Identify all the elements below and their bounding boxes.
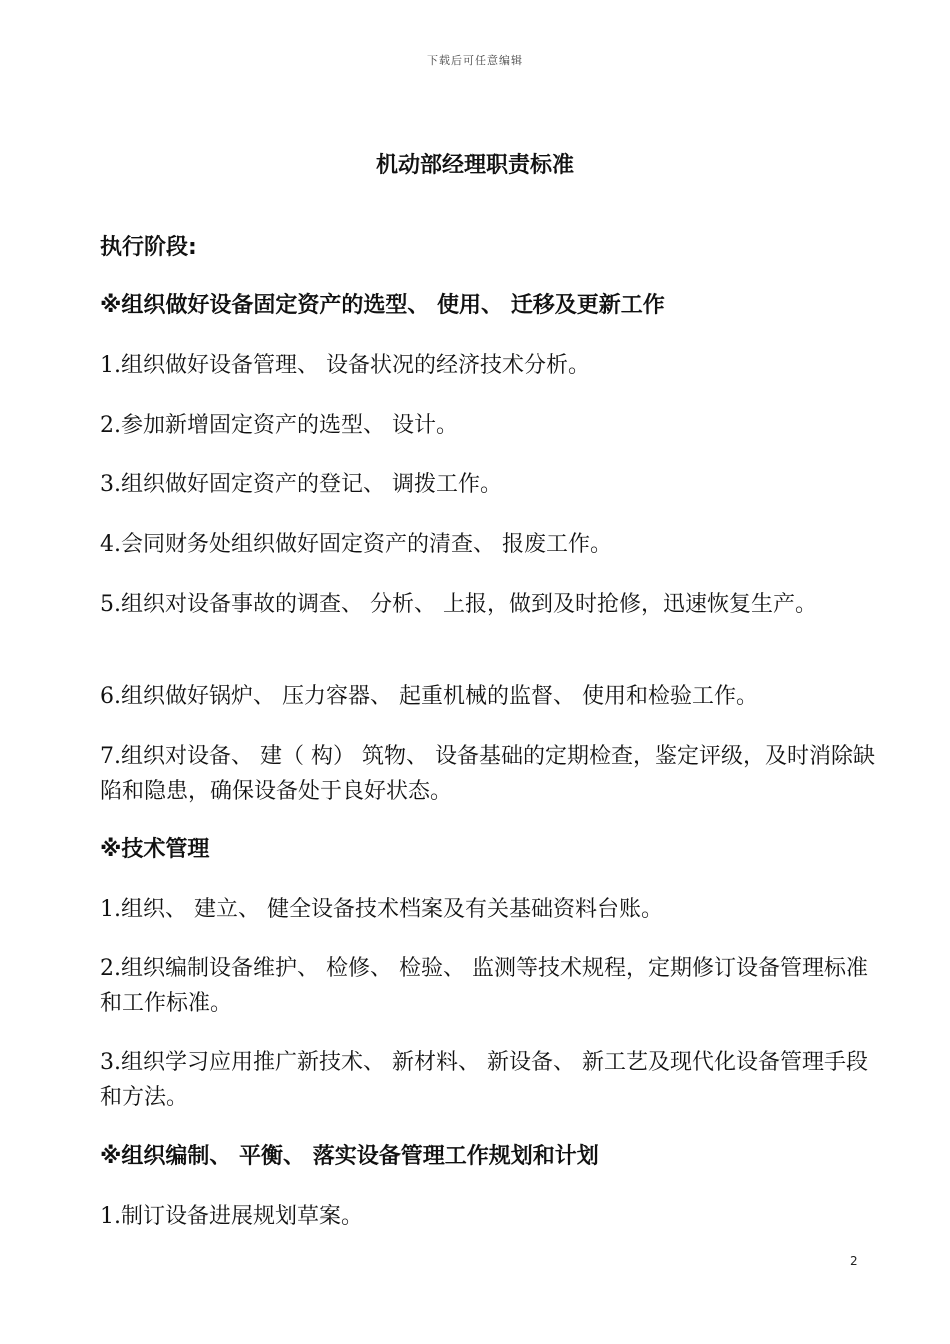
list-item-number: 5. xyxy=(100,592,121,617)
page-number: 2 xyxy=(850,1254,858,1268)
list-item xyxy=(100,739,880,809)
list-item-text: 参加新增固定资产的选型、 设计。 xyxy=(121,413,458,438)
list-item xyxy=(100,951,880,1021)
list-item-number: 3. xyxy=(100,1050,121,1075)
section-heading-execution-stage: 执行阶段: xyxy=(100,235,197,260)
list-item-number: 2. xyxy=(100,413,121,438)
list-item-number: 3. xyxy=(100,472,121,497)
document-title: 机动部经理职责标准 xyxy=(375,153,574,178)
list-item xyxy=(100,679,880,714)
list-item-number: 7. xyxy=(100,744,121,769)
list-item xyxy=(100,408,880,443)
list-item xyxy=(100,527,880,562)
list-item xyxy=(100,1045,880,1115)
section-heading-technical-management: ※技术管理 xyxy=(100,837,210,862)
list-item-number: 6. xyxy=(100,684,121,709)
list-item-text: 组织编制设备维护、 检修、 检验、 监测等技术规程，定期修订设备管理标准和工作标准。 xyxy=(100,956,868,1016)
list-item-number: 2. xyxy=(100,956,121,981)
list-item-text: 组织学习应用推广新技术、 新材料、 新设备、 新工艺及现代化设备管理手段和方法。 xyxy=(100,1050,868,1110)
list-item-number: 1. xyxy=(100,897,121,922)
list-item xyxy=(100,467,880,502)
list-item-text: 组织做好固定资产的登记、 调拨工作。 xyxy=(121,472,502,497)
list-item-number: 4. xyxy=(100,532,121,557)
list-item-text: 制订设备进展规划草案。 xyxy=(121,1204,364,1229)
list-item xyxy=(100,1199,880,1234)
section-heading-fixed-assets: ※组织做好设备固定资产的选型、 使用、 迁移及更新工作 xyxy=(100,293,665,318)
list-item-number: 1. xyxy=(100,1204,121,1229)
list-item-text: 组织做好锅炉、 压力容器、 起重机械的监督、 使用和检验工作。 xyxy=(121,684,758,709)
list-item-text: 组织、 建立、 健全设备技术档案及有关基础资料台账。 xyxy=(121,897,663,922)
list-item xyxy=(100,348,880,383)
list-item xyxy=(100,892,880,927)
list-item-text: 组织做好设备管理、 设备状况的经济技术分析。 xyxy=(121,353,590,378)
page-header-note: 下载后可任意编辑 xyxy=(427,54,523,67)
list-item-number: 1. xyxy=(100,353,121,378)
section-heading-planning: ※组织编制、 平衡、 落实设备管理工作规划和计划 xyxy=(100,1144,599,1169)
list-item-text: 会同财务处组织做好固定资产的清查、 报废工作。 xyxy=(121,532,612,557)
list-item-text: 组织对设备事故的调查、 分析、 上报，做到及时抢修，迅速恢复生产。 xyxy=(121,592,817,617)
list-item xyxy=(100,587,890,622)
list-item-text: 组织对设备、 建（ 构） 筑物、 设备基础的定期检查，鉴定评级，及时消除缺陷和隐患，确保设备处于良好状态。 xyxy=(100,744,875,804)
